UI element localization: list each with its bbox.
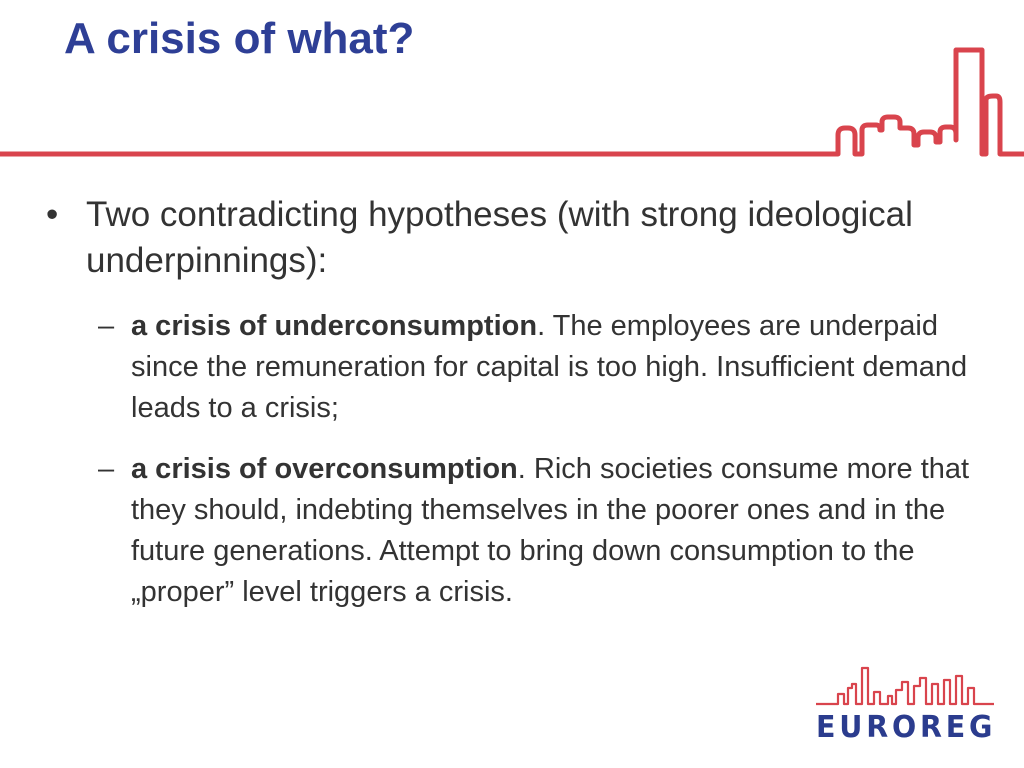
slide-title: A crisis of what?	[64, 14, 415, 63]
sub-bullet-overconsumption	[98, 449, 982, 613]
logo-text: EUROREG	[816, 710, 997, 745]
dash-marker: –	[98, 310, 115, 342]
sub-bullet-heading: a crisis of overconsumption	[131, 453, 518, 485]
sub-bullet-heading: a crisis of underconsumption	[131, 310, 538, 342]
euroreg-logo	[812, 662, 998, 746]
dash-marker: –	[98, 453, 115, 485]
sub-bullet-text: . Rich societies consume more that they should, indebting themselves in the poorer ones and in the future generations. Attempt to bring down consumption to the „proper” level triggers a crisis.	[131, 453, 970, 608]
bullet-marker: •	[46, 195, 59, 234]
sub-bullet-underconsumption	[98, 306, 982, 429]
slide-content	[42, 192, 982, 633]
main-bullet-text: Two contradicting hypotheses (with strong ideological underpinnings):	[86, 195, 913, 280]
city-skyline-icon	[812, 662, 998, 710]
main-bullet	[42, 192, 982, 284]
sub-bullet-text: . The employees are underpaid since the remuneration for capital is too high. Insufficient demand leads to a crisis;	[131, 310, 968, 424]
